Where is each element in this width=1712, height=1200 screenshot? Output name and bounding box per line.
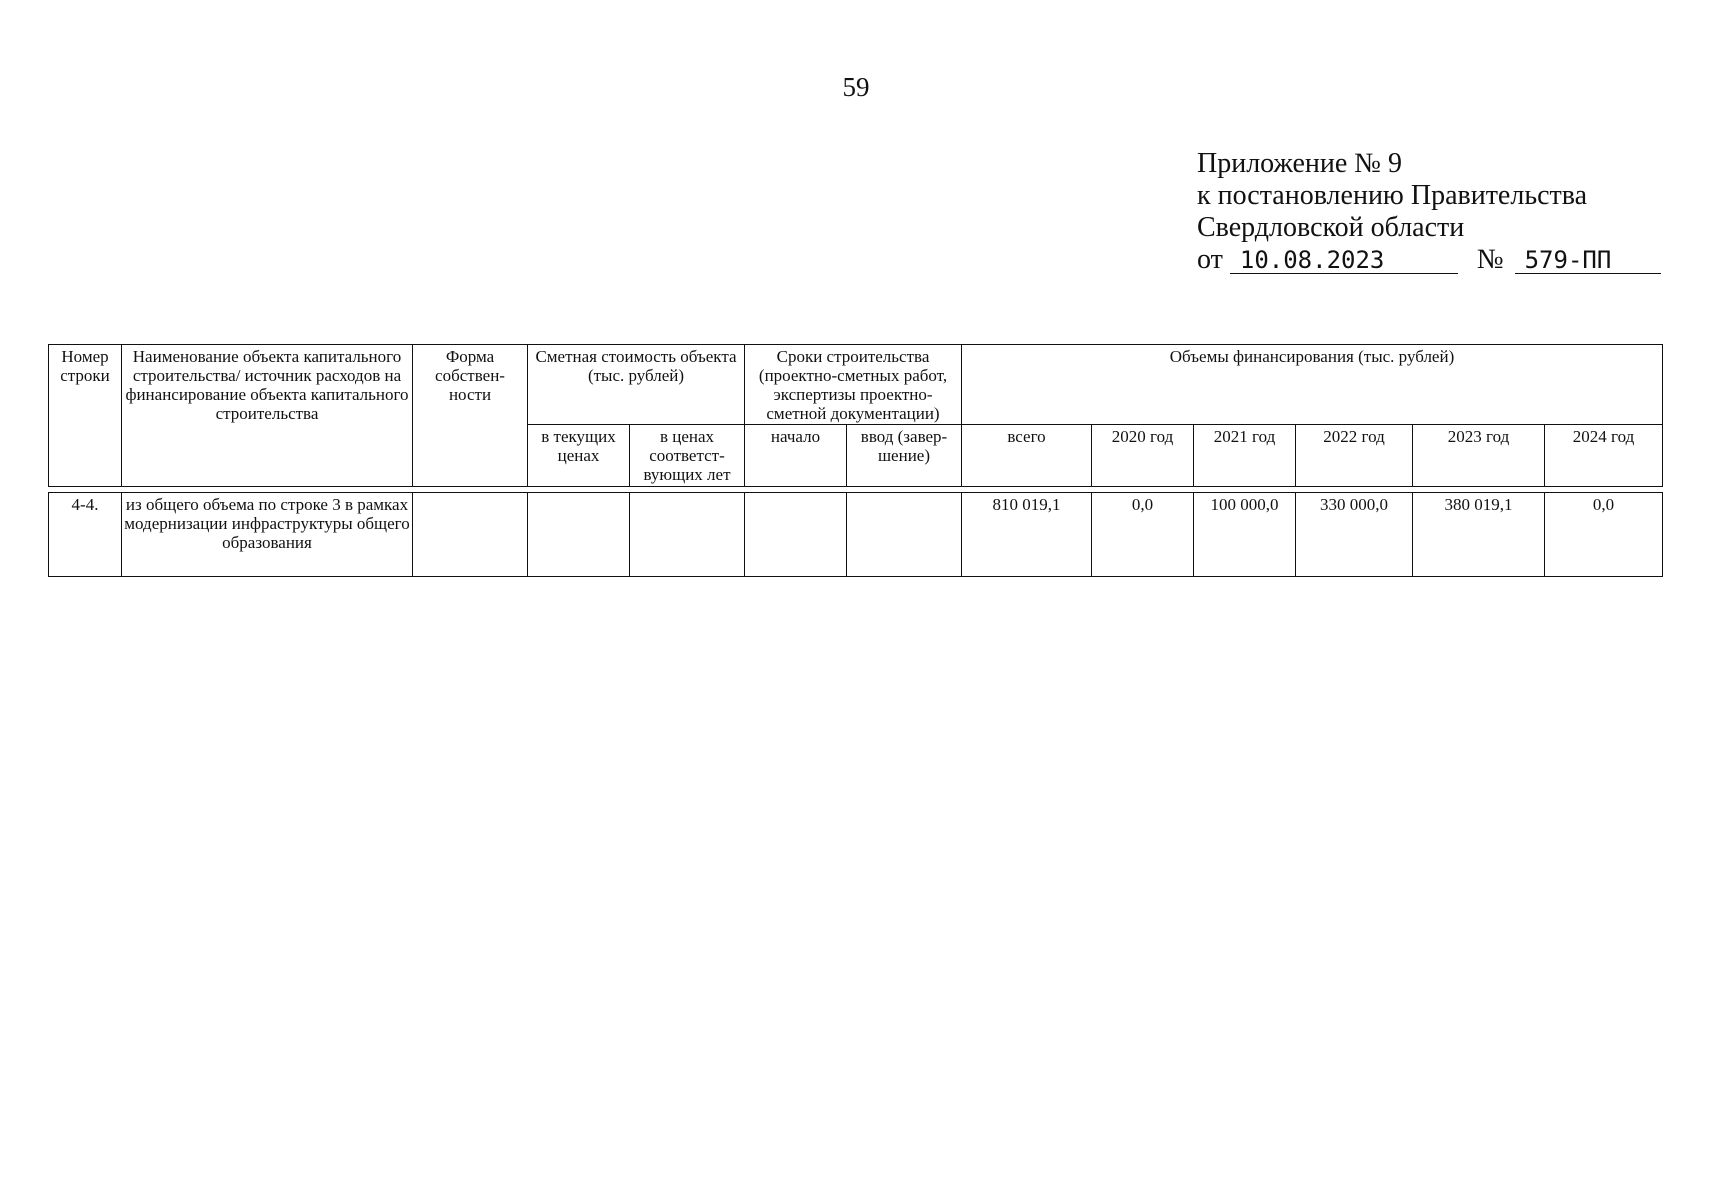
header-year-2021: 2021 год <box>1194 425 1296 487</box>
header-cost-year-prices: в ценах соответст-вующих лет <box>630 425 745 487</box>
header-funding-total: всего <box>962 425 1092 487</box>
number-label: № <box>1476 244 1504 275</box>
header-year-2020: 2020 год <box>1092 425 1194 487</box>
header-year-2023: 2023 год <box>1413 425 1545 487</box>
cell-funding-total: 810 019,1 <box>962 493 1092 577</box>
resolution-number: 579-ПП <box>1515 247 1661 274</box>
cell-cost-years <box>630 493 745 577</box>
annex-date-line <box>1197 244 1661 276</box>
cell-year-2023: 380 019,1 <box>1413 493 1545 577</box>
header-year-2022: 2022 год <box>1296 425 1413 487</box>
table-row <box>49 493 1663 577</box>
header-row-number: Номер строки <box>49 345 122 487</box>
page-number: 59 <box>842 72 870 102</box>
cell-year-2022: 330 000,0 <box>1296 493 1413 577</box>
cell-terms-end <box>847 493 962 577</box>
table-header <box>48 344 1663 487</box>
cell-year-2021: 100 000,0 <box>1194 493 1296 577</box>
header-cost-current-prices: в текущих ценах <box>528 425 630 487</box>
header-terms-end: ввод (завер-шение) <box>847 425 962 487</box>
cell-terms-start <box>745 493 847 577</box>
cell-year-2024: 0,0 <box>1545 493 1663 577</box>
annex-title: Приложение № 9 <box>1197 148 1402 179</box>
cell-year-2020: 0,0 <box>1092 493 1194 577</box>
header-object-name: Наименование объекта капитального строительства/ источник расходов на финансирование объекта капитального строительства <box>122 345 413 487</box>
cell-row-number: 4-4. <box>49 493 122 577</box>
header-year-2024: 2024 год <box>1545 425 1663 487</box>
cell-cost-current <box>528 493 630 577</box>
annex-line-region: Свердловской области <box>1197 212 1465 243</box>
annex-header <box>1197 148 1661 276</box>
cell-object-name: из общего объема по строке 3 в рамках модернизации инфраструктуры общего образования <box>122 493 413 577</box>
header-construction-terms: Сроки строительства (проектно-сметных работ, экспертизы проектно-сметной документации) <box>745 345 962 425</box>
header-estimated-cost: Сметная стоимость объекта (тыс. рублей) <box>528 345 745 425</box>
resolution-date: 10.08.2023 <box>1230 247 1458 274</box>
table-body <box>48 492 1663 577</box>
from-label: от <box>1197 244 1223 275</box>
header-terms-start: начало <box>745 425 847 487</box>
header-funding-volumes: Объемы финансирования (тыс. рублей) <box>962 345 1663 425</box>
annex-line-resolution: к постановлению Правительства <box>1197 180 1588 211</box>
cell-ownership <box>413 493 528 577</box>
header-ownership: Форма собствен-ности <box>413 345 528 487</box>
